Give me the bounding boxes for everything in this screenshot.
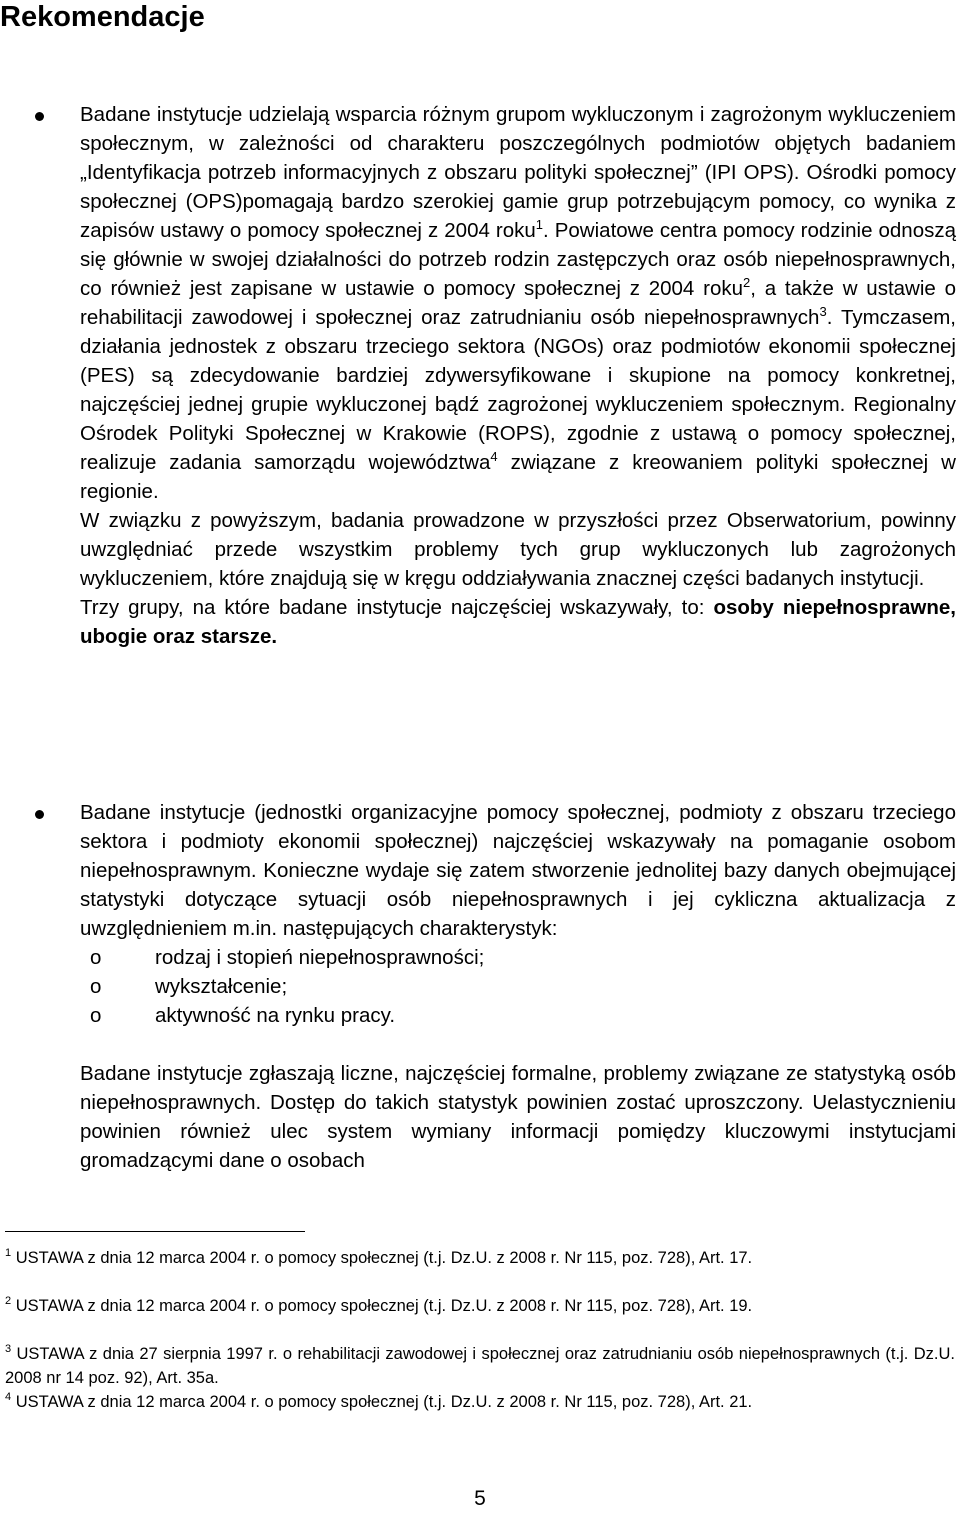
recommendation-2-paragraph-1: Badane instytucje (jednostki organizacyjne pomocy społecznej, podmioty z obszaru trzeciego sektora i podmioty ekonomii społecznej) najczęściej wskazywały na pomaganie osobom niepełnosprawnym. Konieczne wydaje się zatem stworzenie jednolitej bazy danych obejmującej statystyki dotyczące sytuacji osób niepełnosprawnych i jej cykliczna aktualizacja z uwzględnieniem m.in. następujących charakterystyk: [80, 801, 956, 940]
bullet-dot-1 [35, 112, 44, 121]
recommendation-2 [80, 798, 956, 1175]
footnote-ref-1: 1 [535, 217, 544, 232]
page-number: 5 [474, 1487, 486, 1510]
recommendation-2-paragraph-2: Badane instytucje zgłaszają liczne, najczęściej formalne, problemy związane ze statystyką osób niepełnosprawnych. Dostęp do takich statystyk powinien zostać uproszczony. Uelastycznieniu powinien również ulec system wymiany informacji pomiędzy kluczowymi instytucjami gromadzącymi dane o osobach [80, 1062, 956, 1172]
list-item: o aktywność na rynku pracy. [80, 1001, 956, 1030]
recommendation-1-paragraph-1: Badane instytucje udzielają wsparcia różnym grupom wykluczonym i zagrożonym wykluczeniem społecznym, w zależności od charakteru poszczególnych podmiotów objętych badaniem „Identyfikacja potrzeb informacyjnych z obszaru polityki społecznej” (IPI OPS). Ośrodki pomocy społecznej (OPS)pomagają bardzo szerokiej gamie grup potrzebującym pomocy, co wynika z zapisów ustawy o pomocy społecznej z 2004 roku$^1$. Powiatowe centra pomocy rodzinie odnoszą się głównie w swojej działalności do potrzeb rodzin zastępczych oraz osób niepełnosprawnych, co również jest zapisane w ustawie o pomocy społecznej z 2004 roku$^2$, a także w ustawie o rehabilitacji zawodowej i społecznej oraz zatrudnianiu osób niepełnosprawnych$^3$. Tymczasem, działania jednostek z obszaru trzeciego sektora (NGOs) oraz podmiotów ekonomii społecznej (PES) są zdecydowanie bardziej zdywersyfikowane i skupione na pomocy konkretnej, najczęściej jednej grupie wykluczonej bądź zagrożonej wykluczeniem społecznym. Regionalny Ośrodek Polityki Społecznej w Krakowie (ROPS), zgodnie z ustawą o pomocy społecznej, realizuje zadania samorządu województwa$^4$ związane z kreowaniem polityki społecznej w regionie. [80, 103, 956, 503]
list-marker: o [90, 1004, 102, 1027]
footnote-2: $^2$ USTAWA z dnia 12 marca 2004 r. o pomocy społecznej (t.j. Dz.U. z 2008 r. Nr 115, poz. 728), Art. 19. [5, 1295, 753, 1315]
recommendation-1-paragraph-3: Trzy grupy, na które badane instytucje najczęściej wskazywały, to: osoby niepełnosprawne, ubogie oraz starsze. [80, 596, 956, 648]
highlighted-groups: osoby niepełnosprawne, ubogie oraz starsze. [80, 596, 956, 648]
list-item: o wykształcenie; [80, 972, 956, 1001]
recommendation-1 [80, 100, 956, 651]
footnote-ref-4: 4 [490, 449, 498, 464]
list-marker: o [90, 946, 102, 969]
footnote-ref-2: 2 [743, 275, 751, 290]
bullet-dot-2 [35, 810, 44, 819]
footnote-ref-3: 3 [819, 304, 827, 319]
characteristics-list [80, 943, 956, 1030]
footnote-1: $^1$ USTAWA z dnia 12 marca 2004 r. o pomocy społecznej (t.j. Dz.U. z 2008 r. Nr 115, poz. 728), Art. 17. [5, 1247, 753, 1267]
footnote-separator [5, 1231, 305, 1232]
recommendation-1-paragraph-2: W związku z powyższym, badania prowadzone w przyszłości przez Obserwatorium, powinny uwzględniać przede wszystkim problemy tych grup wykluczonych lub zagrożonych wykluczeniem, które znajdują się w kręgu oddziaływania znacznej części badanych instytucji. [80, 509, 956, 590]
footnote-4: $^4$ USTAWA z dnia 12 marca 2004 r. o pomocy społecznej (t.j. Dz.U. z 2008 r. Nr 115, poz. 728), Art. 21. [5, 1391, 753, 1411]
page-title: Rekomendacje [0, 1, 205, 33]
list-item: o rodzaj i stopień niepełnosprawności; [80, 943, 956, 972]
list-marker: o [90, 975, 102, 998]
footnote-3: $^3$ USTAWA z dnia 27 sierpnia 1997 r. o rehabilitacji zawodowej i społecznej oraz zatrudnianiu osób niepełnosprawnych (t.j. Dz.U. 2008 nr 14 poz. 92), Art. 35a. [5, 1343, 955, 1387]
